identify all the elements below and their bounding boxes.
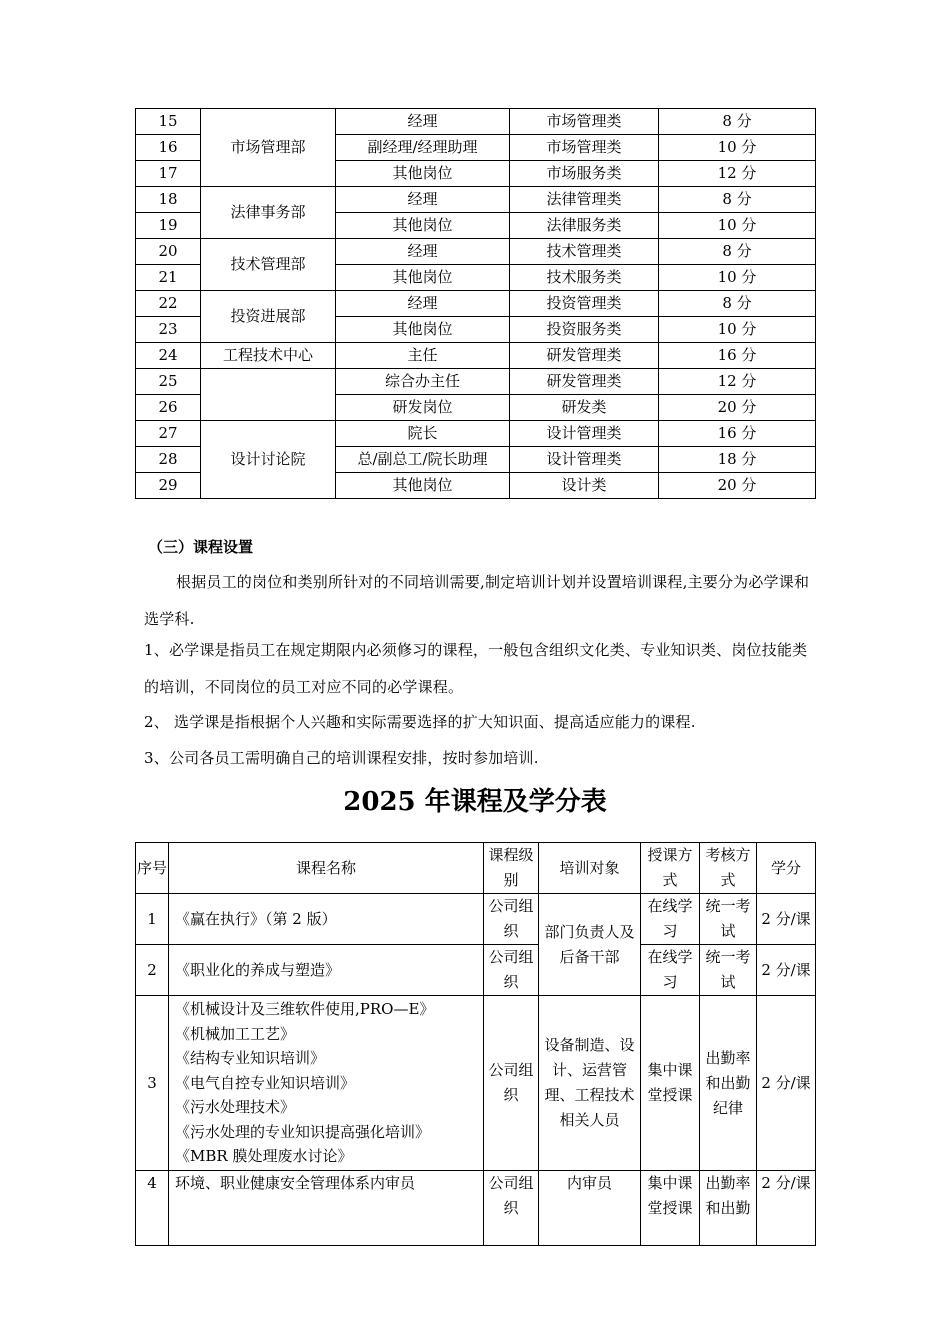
- course-name-list: [169, 996, 484, 1171]
- row-number: 24: [136, 343, 201, 369]
- row-number: 17: [136, 161, 201, 187]
- header-target: 培训对象: [539, 843, 641, 894]
- score-cell: 20 分: [659, 473, 816, 499]
- credit: 2 分/课: [757, 1171, 816, 1246]
- teaching-method: 在线学习: [641, 894, 700, 945]
- category-cell: 投资服务类: [510, 317, 659, 343]
- score-cell: 16 分: [659, 343, 816, 369]
- course-level: 公司组织: [484, 894, 539, 945]
- row-number: 25: [136, 369, 201, 395]
- course-name: 《赢在执行》（第 2 版）: [169, 894, 484, 945]
- teaching-method: 在线学习: [641, 945, 700, 996]
- score-cell: 10 分: [659, 135, 816, 161]
- table-row: [136, 343, 816, 369]
- position-cell: 其他岗位: [336, 213, 510, 239]
- position-cell: 其他岗位: [336, 265, 510, 291]
- list-item: 3、公司各员工需明确自己的培训课程安排，按时参加培训.: [144, 749, 539, 767]
- department-cell: 投资进展部: [201, 291, 336, 343]
- credit: 2 分/课: [757, 996, 816, 1171]
- position-cell: 其他岗位: [336, 161, 510, 187]
- table-row: [136, 291, 816, 317]
- teaching-method: 集中课堂授课: [641, 1171, 700, 1246]
- table-row: [136, 239, 816, 265]
- table-row: [136, 996, 816, 1171]
- table-row: [136, 109, 816, 135]
- row-number: 27: [136, 421, 201, 447]
- row-number: 19: [136, 213, 201, 239]
- section-heading: （三）课程设置: [148, 538, 254, 556]
- position-cell: 总/副总工/院长助理: [336, 447, 510, 473]
- row-number: 23: [136, 317, 201, 343]
- course-level: 公司组织: [484, 945, 539, 996]
- header-method: 授课方式: [641, 843, 700, 894]
- table-row: [136, 421, 816, 447]
- header-name: 课程名称: [169, 843, 484, 894]
- position-cell: 研发岗位: [336, 395, 510, 421]
- score-cell: 12 分: [659, 369, 816, 395]
- course-name: 《污水处理技术》: [175, 1098, 296, 1117]
- course-name: 《机械设计及三维软件使用,PRO—E》: [175, 1000, 435, 1019]
- category-cell: 研发类: [510, 395, 659, 421]
- course-table-title: 2025 年课程及学分表: [343, 787, 607, 817]
- credit: 2 分/课: [757, 894, 816, 945]
- score-cell: 20 分: [659, 395, 816, 421]
- category-cell: 技术服务类: [510, 265, 659, 291]
- course-name: 《电气自控专业知识培训》: [175, 1073, 356, 1092]
- position-cell: 院长: [336, 421, 510, 447]
- category-cell: 设计管理类: [510, 421, 659, 447]
- row-number: 15: [136, 109, 201, 135]
- table-row: [136, 369, 816, 395]
- header-no: 序号: [136, 843, 169, 894]
- category-cell: 研发管理类: [510, 369, 659, 395]
- category-cell: 法律服务类: [510, 213, 659, 239]
- row-number: 22: [136, 291, 201, 317]
- category-cell: 投资管理类: [510, 291, 659, 317]
- category-cell: 法律管理类: [510, 187, 659, 213]
- table-row: [136, 894, 816, 945]
- course-level: 公司组织: [484, 1171, 539, 1246]
- row-number: 20: [136, 239, 201, 265]
- row-number: 3: [136, 996, 169, 1171]
- score-cell: 8 分: [659, 291, 816, 317]
- score-cell: 12 分: [659, 161, 816, 187]
- header-credit: 学分: [757, 843, 816, 894]
- score-cell: 8 分: [659, 187, 816, 213]
- position-cell: 经理: [336, 239, 510, 265]
- course-name: 《污水处理的专业知识提高强化培训》: [175, 1122, 431, 1141]
- header-level: 课程级别: [484, 843, 539, 894]
- department-cell: 法律事务部: [201, 187, 336, 239]
- position-cell: 经理: [336, 187, 510, 213]
- category-cell: 市场管理类: [510, 109, 659, 135]
- department-cell: 技术管理部: [201, 239, 336, 291]
- position-cell: 经理: [336, 109, 510, 135]
- position-cell: 其他岗位: [336, 317, 510, 343]
- row-number: 1: [136, 894, 169, 945]
- category-cell: 设计管理类: [510, 447, 659, 473]
- list-item: 2、 选学课是指根据个人兴趣和实际需要选择的扩大知识面、提高适应能力的课程.: [144, 713, 696, 731]
- row-number: 16: [136, 135, 201, 161]
- position-cell: 主任: [336, 343, 510, 369]
- row-number: 21: [136, 265, 201, 291]
- score-cell: 8 分: [659, 239, 816, 265]
- list-item: 1、必学课是指员工在规定期限内必须修习的课程，一般包含组织文化类、专业知识类、岗位技能类的培训，不同岗位的员工对应不同的必学课程。: [144, 641, 808, 696]
- assessment-method: 统一考试: [700, 945, 757, 996]
- table-row: [136, 187, 816, 213]
- row-number: 28: [136, 447, 201, 473]
- score-cell: 10 分: [659, 213, 816, 239]
- department-cell: 工程技术中心: [201, 343, 336, 369]
- course-name: 环境、职业健康安全管理体系内审员: [169, 1171, 484, 1246]
- table-row: [136, 945, 816, 996]
- position-cell: 综合办主任: [336, 369, 510, 395]
- score-cell: 10 分: [659, 265, 816, 291]
- score-cell: 16 分: [659, 421, 816, 447]
- assessment-method: 出勤率和出勤纪律: [700, 996, 757, 1171]
- table-header-row: [136, 843, 816, 894]
- score-cell: 18 分: [659, 447, 816, 473]
- course-name: 《结构专业知识培训》: [175, 1049, 326, 1068]
- teaching-method: 集中课堂授课: [641, 996, 700, 1171]
- category-cell: 设计类: [510, 473, 659, 499]
- row-number: 29: [136, 473, 201, 499]
- department-cell: 市场管理部: [201, 109, 336, 187]
- row-number: 2: [136, 945, 169, 996]
- course-table: [135, 842, 816, 1246]
- department-cell: 设计讨论院: [201, 421, 336, 499]
- course-level: 公司组织: [484, 996, 539, 1171]
- category-cell: 市场管理类: [510, 135, 659, 161]
- score-cell: 10 分: [659, 317, 816, 343]
- positions-table: [135, 108, 816, 499]
- course-name: 《机械加工工艺》: [175, 1024, 296, 1043]
- course-name: 《MBR 膜处理废水讨论》: [175, 1147, 353, 1166]
- assessment-method: 统一考试: [700, 894, 757, 945]
- position-cell: 其他岗位: [336, 473, 510, 499]
- row-number: 18: [136, 187, 201, 213]
- training-target: 内审员: [539, 1171, 641, 1246]
- table-row: [136, 1171, 816, 1246]
- category-cell: 技术管理类: [510, 239, 659, 265]
- course-name: 《职业化的养成与塑造》: [169, 945, 484, 996]
- intro-paragraph: 根据员工的岗位和类别所针对的不同培训需要,制定培训计划并设置培训课程,主要分为必学课和选学科.: [144, 573, 810, 628]
- department-cell-empty: [201, 369, 336, 421]
- category-cell: 市场服务类: [510, 161, 659, 187]
- position-cell: 经理: [336, 291, 510, 317]
- category-cell: 研发管理类: [510, 343, 659, 369]
- training-target: 设备制造、设计、运营管理、工程技术相关人员: [539, 996, 641, 1171]
- row-number: 26: [136, 395, 201, 421]
- assessment-method: 出勤率和出勤: [700, 1171, 757, 1246]
- header-assess: 考核方式: [700, 843, 757, 894]
- credit: 2 分/课: [757, 945, 816, 996]
- row-number: 4: [136, 1171, 169, 1246]
- training-target: 部门负责人及后备干部: [539, 894, 641, 996]
- score-cell: 8 分: [659, 109, 816, 135]
- position-cell: 副经理/经理助理: [336, 135, 510, 161]
